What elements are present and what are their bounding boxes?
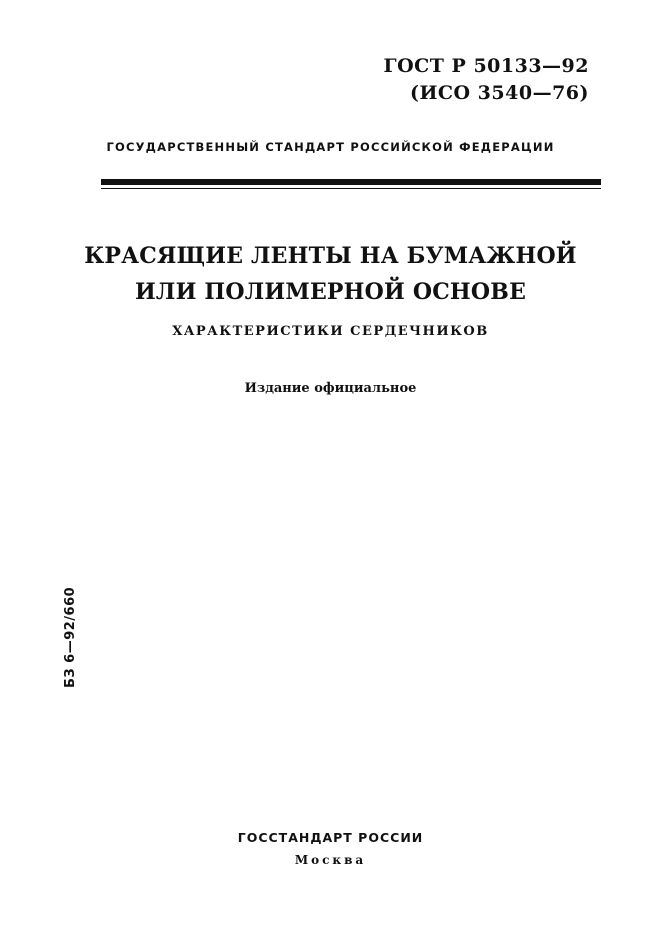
edition-note: Издание официальное: [244, 381, 417, 396]
title-line-1: КРАСЯЩИЕ ЛЕНТЫ НА БУМАЖНОЙ: [84, 243, 577, 269]
title-line-2: ИЛИ ПОЛИМЕРНОЙ ОСНОВЕ: [134, 279, 527, 305]
document-subtitle: ХАРАКТЕРИСТИКИ СЕРДЕЧНИКОВ: [172, 324, 489, 339]
publisher-name: ГОССТАНДАРТ РОССИИ: [237, 830, 424, 845]
standard-designation: [384, 53, 590, 107]
thick-divider: [101, 179, 601, 185]
document-title: [0, 238, 661, 310]
publication-city: Москва: [294, 853, 367, 867]
state-standard-heading: ГОСУДАРСТВЕННЫЙ СТАНДАРТ РОССИЙСКОЙ ФЕДЕРАЦИИ: [106, 140, 555, 154]
standard-number: ГОСТ Р 50133—92: [383, 55, 589, 77]
iso-number: (ИСО 3540—76): [409, 82, 589, 104]
thin-divider: [101, 188, 601, 189]
side-catalog-code: БЗ 6—92/660: [63, 586, 78, 688]
